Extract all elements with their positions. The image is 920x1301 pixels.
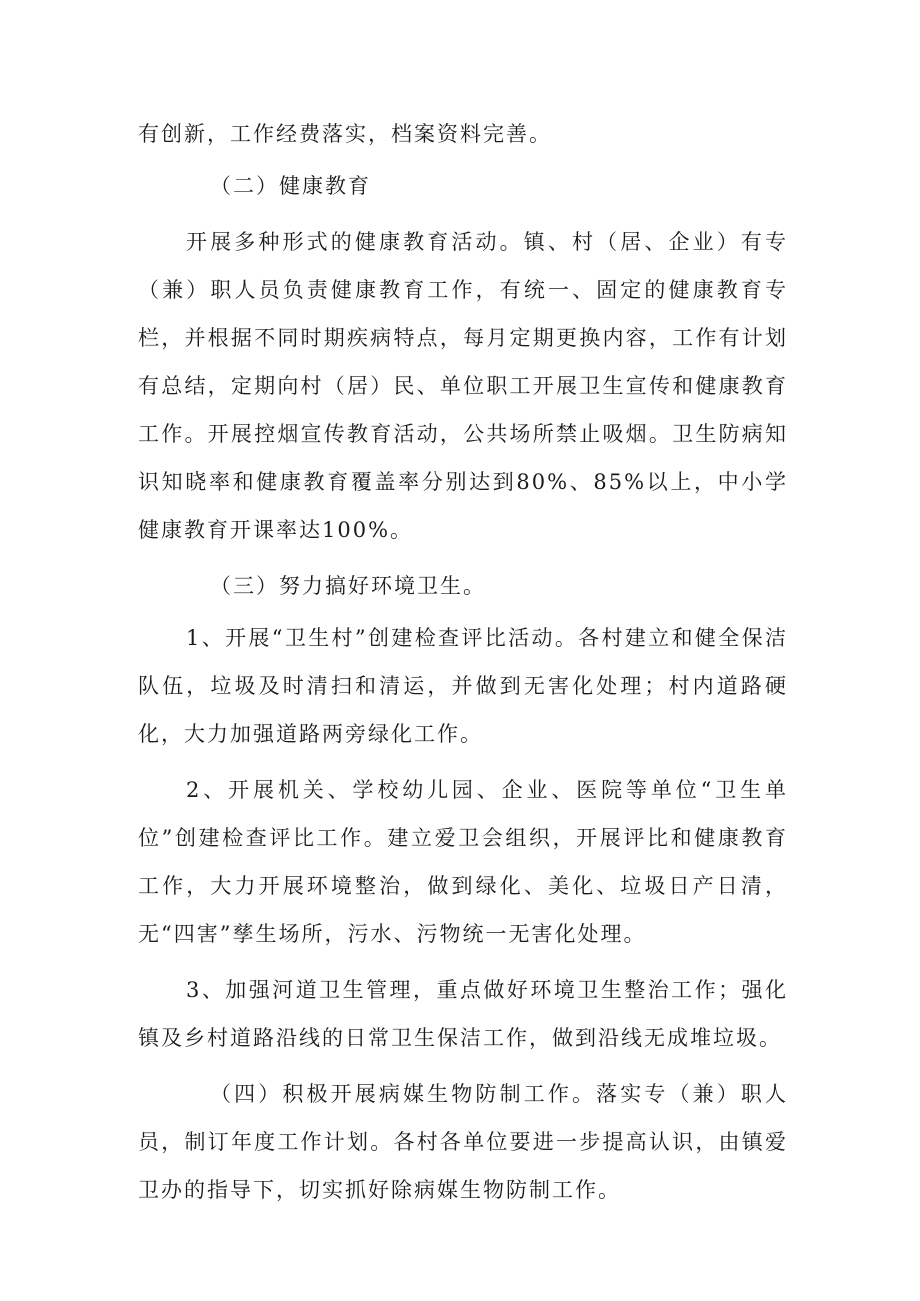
paragraph-item-2: 2、开展机关、学校幼儿园、企业、医院等单位“卫生单位”创建检查评比工作。建立爱卫会组织，开展评比和健康教育工作，大力开展环境整治，做到绿化、美化、垃圾日产日清，无“四害”孳生场所，污水、污物统一无害化处理。	[138, 778, 788, 946]
paragraph-health-education: 开展多种形式的健康教育活动。镇、村（居、企业）有专（兼）职人员负责健康教育工作，有统一、固定的健康教育专栏，并根据不同时期疾病特点，每月定期更换内容，工作有计划有总结，定期向村（居）民、单位职工开展卫生宣传和健康教育工作。开展控烟宣传教育活动，公共场所禁止吸烟。卫生防病知识知晓率和健康教育覆盖率分别达到80%、85%以上，中小学健康教育开课率达100%。	[138, 230, 788, 542]
section-heading-environmental-hygiene: （三）努力搞好环境卫生。	[210, 574, 486, 598]
paragraph-continuation: 有创新，工作经费落实，档案资料完善。	[138, 122, 552, 146]
document-body	[138, 110, 788, 1214]
paragraph-item-3: 3、加强河道卫生管理，重点做好环境卫生整治工作；强化镇及乡村道路沿线的日常卫生保洁工作，做到沿线无成堆垃圾。	[138, 978, 788, 1050]
paragraph-vector-control: （四）积极开展病媒生物防制工作。落实专（兼）职人员，制订年度工作计划。各村各单位要进一步提高认识，由镇爱卫办的指导下，切实抓好除病媒生物防制工作。	[138, 1082, 788, 1202]
paragraph-item-1: 1、开展“卫生村”创建检查评比活动。各村建立和健全保洁队伍，垃圾及时清扫和清运，并做到无害化处理；村内道路硬化，大力加强道路两旁绿化工作。	[138, 626, 788, 746]
section-heading-health-education: （二）健康教育	[210, 174, 371, 198]
